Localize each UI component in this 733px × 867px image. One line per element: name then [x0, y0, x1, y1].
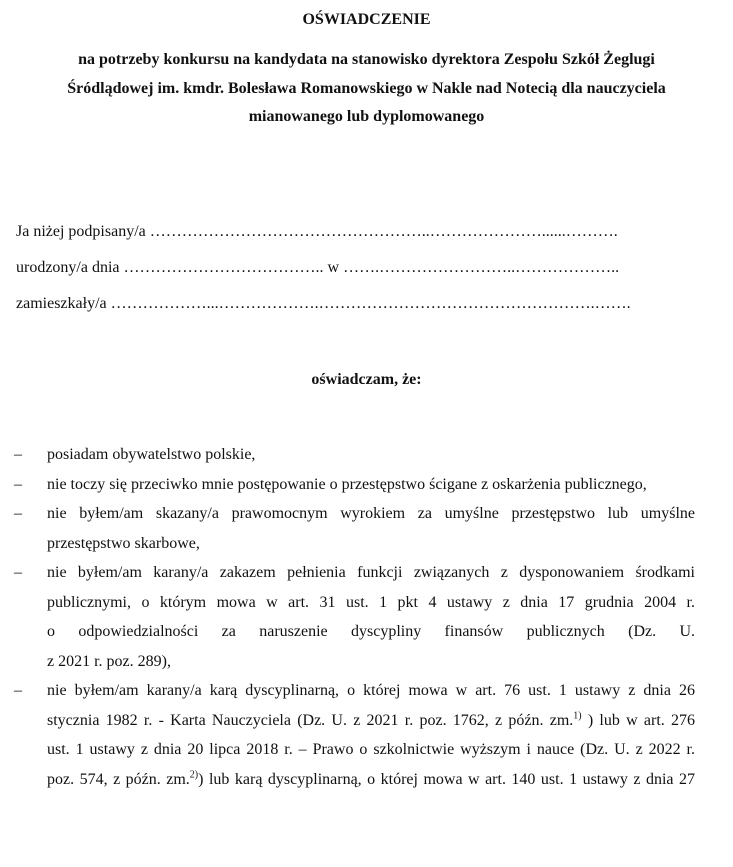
list-item: [0, 558, 733, 676]
item-line: publicznymi, o którym mowa w art. 31 ust. 1 pkt 4 ustawy z dnia 17 grudnia 2004 r.: [47, 593, 695, 611]
dash-bullet: –: [14, 475, 22, 493]
item-text: ) lub w art. 276: [581, 711, 696, 729]
item-line: nie byłem/am karany/a zakazem pełnienia funkcji związanych z dysponowaniem środkami: [47, 564, 695, 581]
item-line: o odpowiedzialności za naruszenie dyscypliny finansów publicznych (Dz. U.: [47, 623, 695, 640]
document-subtitle: [20, 46, 713, 132]
residence-field-line: zamieszkały/a ………………...……………….…………………………………………….…….: [16, 295, 631, 312]
declarations-list: [0, 440, 733, 794]
item-line: [47, 765, 695, 795]
list-item: [0, 676, 733, 794]
list-item: [0, 440, 733, 470]
item-line: z 2021 r. poz. 289),: [47, 652, 171, 670]
item-line: posiadam obywatelstwo polskie,: [47, 446, 256, 463]
item-line: nie byłem/am karany/a karą dyscyplinarną, o której mowa w art. 76 ust. 1 ustawy z dnia 26: [47, 682, 695, 699]
item-line: nie byłem/am skazany/a prawomocnym wyrokiem za umyślne przestępstwo lub umyślne: [47, 505, 695, 522]
footnote-marker: 2): [189, 769, 199, 781]
item-text: ): [198, 770, 204, 788]
list-item: [0, 470, 733, 500]
item-text: poz. 574, z późn. zm.: [47, 770, 190, 788]
item-line: przestępstwo skarbowe,: [47, 534, 200, 552]
dash-bullet: –: [14, 446, 22, 463]
declare-heading: oświadczam, że:: [311, 371, 422, 388]
subtitle-line: mianowanego lub dyplomowanego: [248, 108, 485, 125]
dash-bullet: –: [14, 682, 22, 699]
item-line: ust. 1 ustawy z dnia 20 lipca 2018 r. – Prawo o szkolnictwie wyższym i nauce (Dz. U. z 2022 r.: [47, 741, 695, 758]
item-text: stycznia 1982 r. - Karta Nauczyciela (Dz. U. z 2021 r. poz. 1762, z późn. zm.: [47, 711, 574, 729]
name-field-line: Ja niżej podpisany/a ……………………………………………..…………………......……….: [16, 223, 618, 240]
list-item: [0, 499, 733, 558]
dash-bullet: –: [14, 505, 22, 522]
document-title: OŚWIADCZENIE: [302, 11, 431, 28]
dash-bullet: –: [14, 564, 22, 581]
item-line: nie toczy się przeciwko mnie postępowanie o przestępstwo ścigane z oskarżenia publicznego,: [47, 475, 647, 493]
birth-field-line: urodzony/a dnia ……………………………….. w …….……………………..………………..: [16, 259, 620, 276]
item-line: [47, 706, 695, 736]
footnote-marker: 1): [573, 710, 582, 722]
subtitle-line: na potrzeby konkursu na kandydata na stanowisko dyrektora Zespołu Szkół Żeglugi: [78, 51, 655, 68]
item-text: lub karą dyscyplinarną, o której mowa w art. 140 ust. 1 ustawy z dnia 27: [208, 770, 695, 788]
subtitle-line: Śródlądowej im. kmdr. Bolesława Romanowskiego w Nakle nad Notecią dla nauczyciela: [67, 79, 666, 97]
